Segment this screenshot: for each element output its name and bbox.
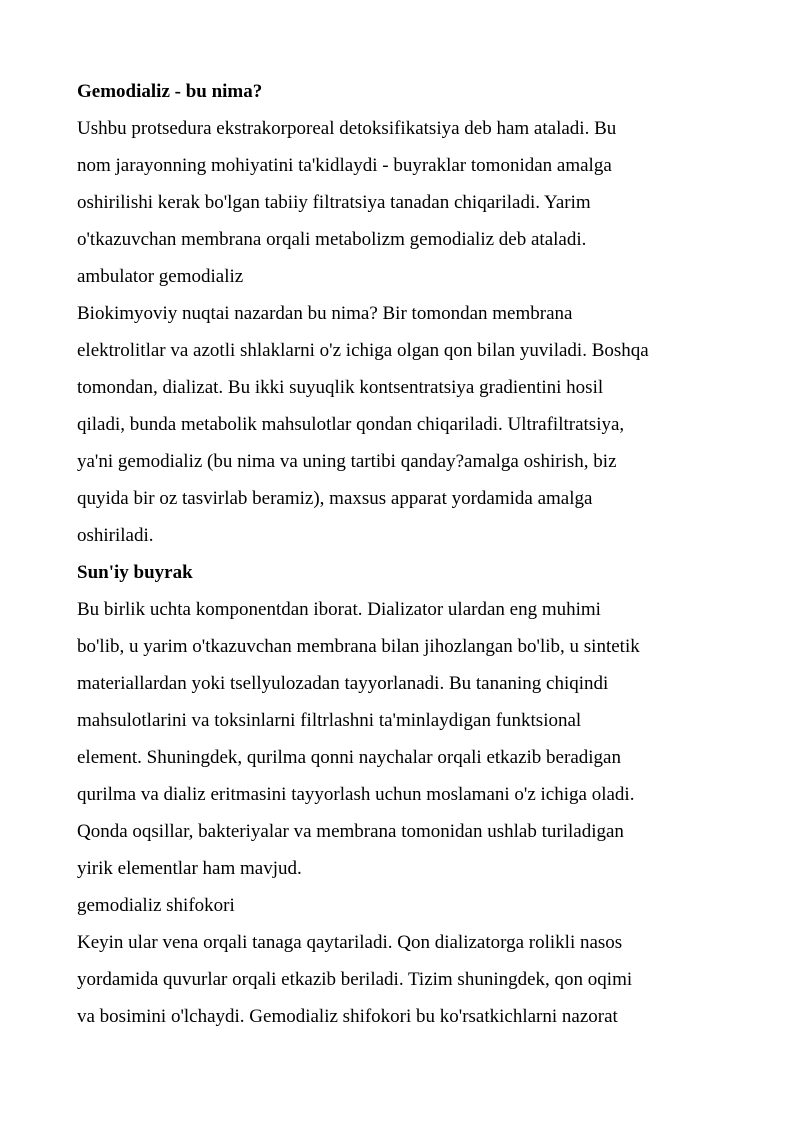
document-body xyxy=(77,73,740,1035)
text-line: oshirilishi kerak bo'lgan tabiiy filtratsiya tanadan chiqariladi. Yarim xyxy=(77,192,591,213)
text-line: elektrolitlar va azotli shlaklarni o'z ichiga olgan qon bilan yuviladi. Boshqa xyxy=(77,340,649,361)
text-line: qiladi, bunda metabolik mahsulotlar qondan chiqariladi. Ultrafiltratsiya, xyxy=(77,414,625,435)
text-line: element. Shuningdek, qurilma qonni naychalar orqali etkazib beradigan xyxy=(77,747,621,768)
text-line: Biokimyoviy nuqtai nazardan bu nima? Bir tomondan membrana xyxy=(77,303,573,324)
text-line: Ushbu protsedura ekstrakorporeal detoksifikatsiya deb ham ataladi. Bu xyxy=(77,118,617,139)
text-line: quyida bir oz tasvirlab beramiz), maxsus apparat yordamida amalga xyxy=(77,488,593,509)
text-line: ya'ni gemodializ (bu nima va uning tartibi qanday?amalga oshirish, biz xyxy=(77,451,617,472)
text-line: materiallardan yoki tsellyulozadan tayyorlanadi. Bu tananing chiqindi xyxy=(77,673,609,694)
text-line: Qonda oqsillar, bakteriyalar va membrana tomonidan ushlab turiladigan xyxy=(77,821,624,842)
text-line: yordamida quvurlar orqali etkazib beriladi. Tizim shuningdek, qon oqimi xyxy=(77,969,633,990)
text-line: Keyin ular vena orqali tanaga qaytariladi. Qon dializatorga rolikli nasos xyxy=(77,932,623,953)
text-line: bo'lib, u yarim o'tkazuvchan membrana bilan jihozlangan bo'lib, u sintetik xyxy=(77,636,640,657)
text-line: nom jarayonning mohiyatini ta'kidlaydi - buyraklar tomonidan amalga xyxy=(77,155,612,176)
text-line: ambulator gemodializ xyxy=(77,266,244,287)
text-line: o'tkazuvchan membrana orqali metabolizm gemodializ deb ataladi. xyxy=(77,229,587,250)
text-line: qurilma va dializ eritmasini tayyorlash uchun moslamani o'z ichiga oladi. xyxy=(77,784,635,805)
text-line: mahsulotlarini va toksinlarni filtrlashni ta'minlaydigan funktsional xyxy=(77,710,582,731)
text-line: gemodializ shifokori xyxy=(77,895,235,916)
text-line: yirik elementlar ham mavjud. xyxy=(77,858,302,879)
text-line: va bosimini o'lchaydi. Gemodializ shifokori bu ko'rsatkichlarni nazorat xyxy=(77,1006,618,1027)
section-heading: Sun'iy buyrak xyxy=(77,562,193,583)
section-heading: Gemodializ - bu nima? xyxy=(77,81,263,102)
text-line: Bu birlik uchta komponentdan iborat. Dializator ulardan eng muhimi xyxy=(77,599,601,620)
text-line: oshiriladi. xyxy=(77,525,154,546)
text-line: tomondan, dializat. Bu ikki suyuqlik kontsentratsiya gradientini hosil xyxy=(77,377,604,398)
